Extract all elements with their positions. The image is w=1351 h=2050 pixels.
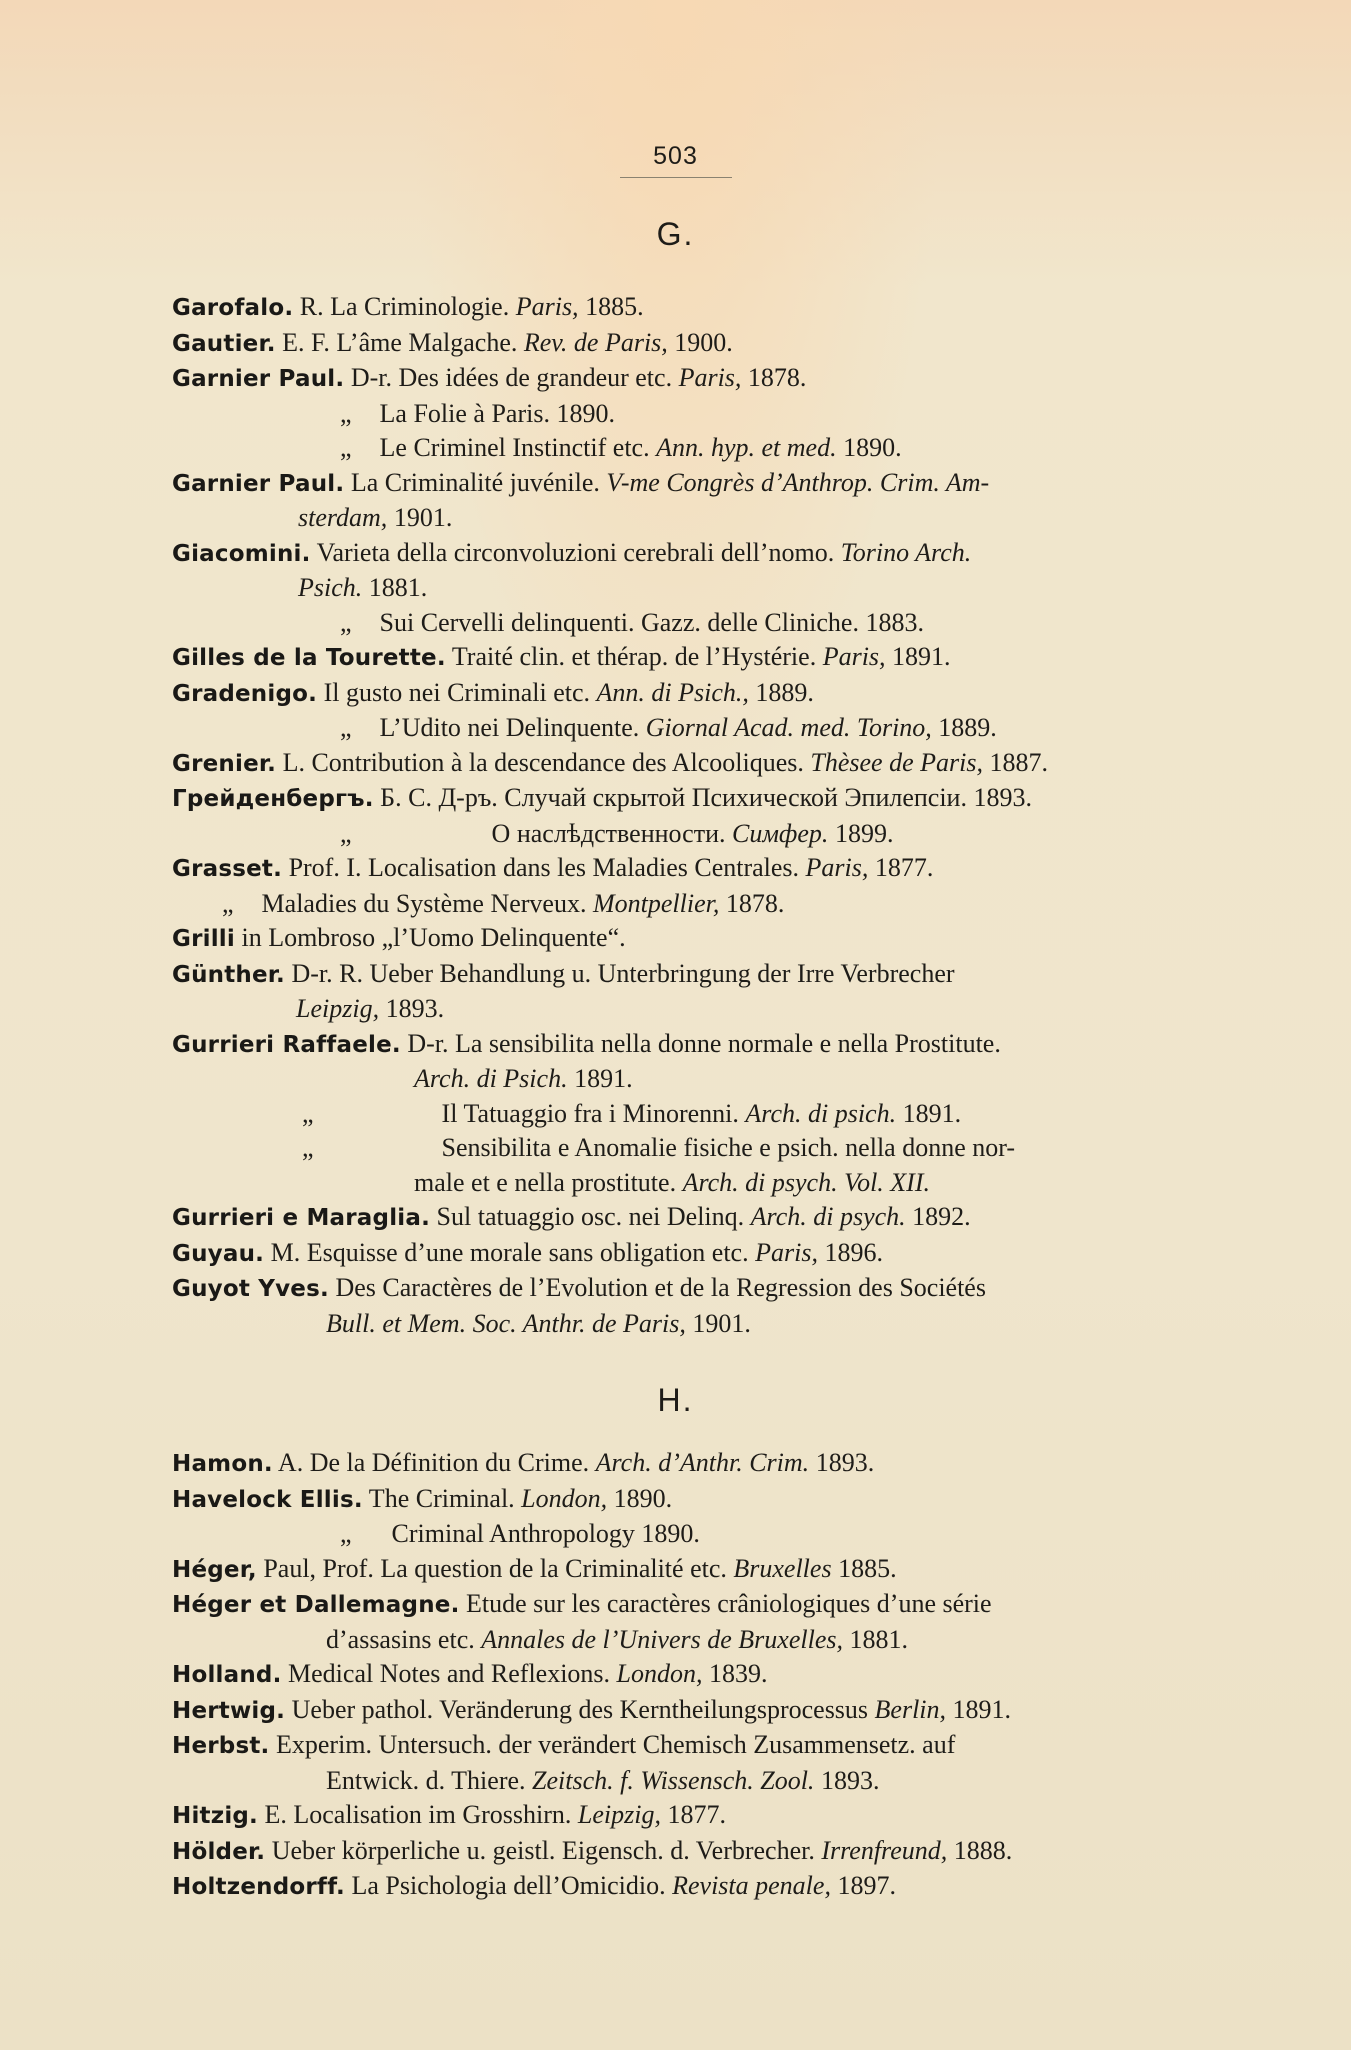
entry-year: 1889. <box>748 677 814 707</box>
entry-source: Arch. di psich. <box>745 1098 897 1128</box>
bibliography-entry <box>172 466 1177 536</box>
entry-source: Leipzig, <box>577 1800 661 1829</box>
bibliography-entry <box>172 1552 1177 1588</box>
entry-source: London, <box>616 1659 703 1688</box>
bibliography-entry <box>172 1693 1177 1729</box>
entry-year: 1839. <box>702 1659 768 1688</box>
bibliography-entry <box>172 1027 1177 1097</box>
ditto-mark: „ <box>340 433 352 462</box>
entry-author: Grenier. <box>172 750 277 777</box>
section-heading-h: H. <box>657 1382 694 1418</box>
entry-line <box>172 1728 1177 1764</box>
entry-line <box>172 1446 1177 1482</box>
entry-line <box>172 326 1177 362</box>
entry-year: 1877. <box>660 1800 726 1829</box>
entry-continuation <box>172 1764 1177 1799</box>
entry-year: 1890. <box>836 433 902 462</box>
entry-author: Grasset. <box>172 856 283 882</box>
entry-line <box>172 921 1177 957</box>
entry-source: sterdam, <box>298 503 388 532</box>
entry-author: Garnier Paul. <box>172 366 345 392</box>
entry-text: The Criminal. <box>362 1483 522 1513</box>
entry-author: Gautier. <box>172 330 276 357</box>
entry-line <box>172 1693 1177 1729</box>
entry-text: Varieta della circonvoluzioni cerebrali dell’nomo. <box>310 537 841 567</box>
entry-source: Arch. di psych. Vol. XII. <box>682 1167 930 1197</box>
entry-year: 1878. <box>741 363 807 392</box>
bibliography-entry <box>172 957 1177 1027</box>
entry-text: Ueber pathol. Veränderung des Kerntheilungsprocessus <box>285 1694 875 1724</box>
entry-year: 1891. <box>946 1694 1012 1724</box>
entry-line <box>172 1517 1177 1552</box>
entry-line <box>172 290 1177 326</box>
entry-year: 1890. <box>607 1483 673 1513</box>
bibliography-entry <box>172 1446 1177 1482</box>
entry-line <box>172 1131 1177 1166</box>
entry-author: Holland. <box>172 1662 282 1688</box>
entry-line <box>172 1482 1177 1518</box>
bibliography-entry <box>172 1200 1177 1236</box>
entry-text: Paul, Prof. La question de la Criminalité etc. <box>256 1553 734 1583</box>
entry-text: Criminal Anthropology 1890. <box>391 1519 700 1548</box>
entry-text: Experim. Untersuch. der verändert Chemisch Zusammensetz. auf <box>269 1730 956 1759</box>
entry-line <box>172 781 1177 817</box>
entry-source: Paris, <box>755 1237 818 1267</box>
entry-source: Paris, <box>822 642 886 671</box>
entry-line <box>172 431 1177 466</box>
entry-line <box>172 1834 1177 1870</box>
bibliography-entry <box>172 1131 1177 1200</box>
entry-source: Arch. di Psich. <box>414 1064 568 1093</box>
entry-text: Le Criminel Instinctif etc. <box>379 433 657 462</box>
bibliography-entry <box>172 536 1177 606</box>
entry-line <box>172 817 1177 852</box>
bibliography-entry <box>172 676 1177 712</box>
entry-text: Prof. I. Localisation dans les Maladies Centrales. <box>282 853 806 882</box>
entry-line <box>172 676 1177 712</box>
page-number-rule <box>620 177 732 178</box>
entry-author: Guyot Yves. <box>172 1276 329 1302</box>
entry-text: La Folie à Paris. 1890. <box>379 398 615 428</box>
entry-year: 1891. <box>885 642 951 671</box>
entry-text: Medical Notes and Reflexions. <box>281 1659 617 1688</box>
entry-line <box>172 1236 1177 1272</box>
entry-line <box>172 1587 1177 1623</box>
entry-year: 1877. <box>868 853 934 882</box>
entry-text: La Psichologia dell’Omicidio. <box>345 1871 673 1900</box>
entry-author: Giacomini. <box>172 540 311 567</box>
entry-text: D-r. R. Ueber Behandlung u. Unterbringung der Irre Verbrecher <box>285 958 955 988</box>
entry-source: Annales de l’Univers de Bruxelles, <box>481 1624 843 1654</box>
entry-text: A. De la Définition du Crime. <box>272 1448 596 1477</box>
bibliography-entry <box>172 1657 1177 1693</box>
entry-text: D-r. La sensibilita nella donne normale e nella Prostitute. <box>400 1028 1001 1058</box>
entry-author: Hertwig. <box>172 1697 286 1724</box>
entry-text: Sensibilita e Anomalie fisiche e psich. nella donne nor- <box>441 1133 1016 1162</box>
bibliography-entry <box>172 361 1177 397</box>
entry-year: 1892. <box>905 1202 971 1231</box>
entry-source: Psich. <box>298 573 363 602</box>
entry-author: Herbst. <box>172 1733 270 1759</box>
bibliography-entry <box>172 711 1177 746</box>
entry-source: Ann. di Psich., <box>596 677 749 707</box>
entry-author: Héger, <box>172 1556 257 1583</box>
entry-line <box>172 746 1177 782</box>
entry-line <box>172 1097 1177 1132</box>
entry-continuation <box>172 1062 1177 1097</box>
entry-line <box>172 466 1177 502</box>
entry-text: Traité clin. et thérap. de l’Hystérie. <box>445 642 823 671</box>
entry-line <box>172 1798 1177 1834</box>
entry-author: Garofalo. <box>172 295 294 321</box>
entry-year: 1901. <box>387 503 453 532</box>
entry-text: Etude sur les caractères crâniologiques d’une série <box>459 1589 992 1618</box>
entry-year: 1893. <box>814 1765 880 1795</box>
entry-source: Симфер. <box>732 818 829 848</box>
entry-text: Entwick. d. Thiere. <box>326 1765 533 1795</box>
entry-year: 1896. <box>817 1237 883 1267</box>
entry-text: male et e nella prostitute. <box>414 1167 683 1197</box>
entry-text: Il gusto nei Criminali etc. <box>317 677 597 707</box>
ditto-mark: „ <box>222 888 234 918</box>
bibliography-entry <box>172 397 1177 432</box>
entry-source: Zeitsch. f. Wissensch. Zool. <box>532 1765 815 1795</box>
entry-author: Gilles de la Tourette. <box>172 645 446 671</box>
entry-line <box>172 536 1177 572</box>
entry-year: 1881. <box>362 573 428 602</box>
entry-continuation <box>172 571 1177 606</box>
entry-text: in Lombroso „l’Uomo Delinquente“. <box>234 923 626 952</box>
entry-year: 1891. <box>567 1064 633 1093</box>
entry-year: 1893. <box>809 1448 875 1477</box>
entry-source: Giornal Acad. med. Torino, <box>645 713 932 742</box>
entry-line <box>172 640 1177 676</box>
entry-author: Hitzig. <box>172 1803 258 1829</box>
bibliography-entry <box>172 326 1177 362</box>
entry-source: Rev. de Paris, <box>523 327 668 357</box>
bibliography-entry <box>172 1517 1177 1552</box>
entry-line <box>172 1552 1177 1588</box>
bibliography-entry <box>172 1271 1177 1341</box>
entry-author: Gurrieri e Maraglia. <box>172 1205 431 1231</box>
entry-line <box>172 361 1177 397</box>
entry-text: D-r. Des idées de grandeur etc. <box>344 363 679 392</box>
bibliography-entry <box>172 290 1177 326</box>
entry-source: Paris, <box>678 363 742 392</box>
entry-text: Maladies du Système Nerveux. <box>261 888 593 918</box>
entry-text: R. La Criminologie. <box>293 292 516 321</box>
entry-author: Hamon. <box>172 1451 273 1477</box>
entry-continuation <box>172 501 1177 536</box>
entry-year: 1881. <box>842 1624 908 1654</box>
entry-text: L’Udito nei Delinquente. <box>379 713 646 742</box>
ditto-mark: „ <box>340 607 352 637</box>
entry-text: L. Contribution à la descendance des Alcooliques. <box>276 747 811 777</box>
entry-year: 1900. <box>667 327 733 357</box>
entry-year: 1891. <box>896 1098 962 1128</box>
entry-source: Leipzig, <box>296 994 380 1023</box>
entry-line <box>172 397 1177 432</box>
bibliography-entry <box>172 1097 1177 1132</box>
entries-h <box>172 1446 1177 1905</box>
entry-line <box>172 851 1177 887</box>
bibliography-entry <box>172 887 1177 922</box>
bibliography-entry <box>172 431 1177 466</box>
entry-text: Sul tatuaggio osc. nei Delinq. <box>430 1202 751 1231</box>
entry-line <box>172 1869 1177 1905</box>
entry-author: Holtzendorff. <box>172 1874 345 1900</box>
entry-year: 1885. <box>831 1553 897 1583</box>
entry-text: Il Tatuaggio fra i Minorenni. <box>441 1098 746 1128</box>
entry-source: Arch. di psych. <box>750 1202 906 1231</box>
entry-line <box>172 1200 1177 1236</box>
ditto-mark: „ <box>340 818 352 848</box>
page-number: 503 <box>653 142 698 170</box>
ditto-mark: „ <box>340 398 352 428</box>
entry-author: Héger et Dallemagne. <box>172 1592 460 1618</box>
bibliography-entry <box>172 606 1177 641</box>
entry-text: d’assasins etc. <box>326 1624 482 1654</box>
entry-year: 1888. <box>947 1835 1013 1865</box>
entry-line <box>172 606 1177 641</box>
entry-source: Torino Arch. <box>840 537 972 567</box>
entry-text: Ueber körperliche u. geistl. Eigensch. d. Verbrecher. <box>265 1835 822 1865</box>
entry-line <box>172 711 1177 746</box>
entry-year: 1901. <box>685 1308 751 1338</box>
entry-source: Paris, <box>515 292 579 321</box>
entry-line <box>172 957 1177 993</box>
entry-author: Guyau. <box>172 1240 265 1267</box>
entry-year: 1885. <box>578 292 644 321</box>
entry-source: Montpellier, <box>592 888 720 918</box>
entry-text: La Criminalité juvénile. <box>344 467 607 497</box>
entry-continuation <box>172 1166 1177 1201</box>
bibliography-entry <box>172 817 1177 852</box>
entry-year: 1893. <box>379 994 445 1023</box>
ditto-mark: „ <box>302 1133 314 1162</box>
entry-source: Berlin, <box>874 1694 947 1724</box>
entry-author: Грейденбергъ. <box>172 786 374 812</box>
entry-author: Hölder. <box>172 1838 266 1865</box>
section-heading-g: G. <box>656 216 695 252</box>
entry-continuation <box>172 1307 1177 1342</box>
entry-text: Des Caractères de l’Evolution et de la Regression des Sociétés <box>328 1273 986 1302</box>
entry-author: Gradenigo. <box>172 680 318 707</box>
entry-line <box>172 1271 1177 1307</box>
entry-year: 1889. <box>931 713 997 742</box>
entry-year: 1897. <box>830 1871 896 1900</box>
bibliography-entry <box>172 1587 1177 1657</box>
entry-source: Bruxelles <box>733 1553 832 1583</box>
entry-source: Revista penale, <box>672 1871 831 1900</box>
entry-text: Б. С. Д-ръ. Случай скрытой Психической Эпилепсіи. 1893. <box>373 783 1032 812</box>
entry-author: Garnier Paul. <box>172 470 345 497</box>
entry-source: Paris, <box>805 853 869 882</box>
bibliography-entry <box>172 1834 1177 1870</box>
bibliography-entry <box>172 1798 1177 1834</box>
bibliography-entry <box>172 851 1177 887</box>
ditto-mark: „ <box>340 713 352 742</box>
bibliography-entry <box>172 1869 1177 1905</box>
entry-year: 1899. <box>828 818 894 848</box>
entry-continuation <box>172 1623 1177 1658</box>
bibliography-entry <box>172 1236 1177 1272</box>
entry-text: M. Esquisse d’une morale sans obligation etc. <box>264 1237 756 1267</box>
entry-text: E. F. L’âme Malgache. <box>275 327 524 357</box>
entry-year: 1878. <box>719 888 785 918</box>
entries-g <box>172 290 1177 1341</box>
ditto-mark: „ <box>340 1519 352 1548</box>
entry-line <box>172 1027 1177 1063</box>
entry-source: V-me Congrès d’Anthrop. Crim. Am- <box>606 467 990 497</box>
entry-author: Havelock Ellis. <box>172 1486 363 1513</box>
bibliography-entry <box>172 781 1177 817</box>
entry-author: Grilli <box>172 926 235 952</box>
entry-source: Bull. et Mem. Soc. Anthr. de Paris, <box>326 1308 686 1338</box>
bibliography-entry <box>172 1728 1177 1798</box>
entry-text: Sui Cervelli delinquenti. Gazz. delle Cliniche. 1883. <box>379 607 924 637</box>
entry-source: Thèsee de Paris, <box>810 747 983 777</box>
entry-source: Arch. d’Anthr. Crim. <box>595 1448 810 1477</box>
ditto-mark: „ <box>302 1098 314 1128</box>
bibliography-entry <box>172 921 1177 957</box>
entry-source: London, <box>521 1483 608 1513</box>
entry-line <box>172 1657 1177 1693</box>
entry-author: Gurrieri Raffaele. <box>172 1031 401 1058</box>
entry-year: 1887. <box>982 747 1048 777</box>
entry-author: Günther. <box>172 961 285 988</box>
entry-source: Irrenfreund, <box>821 1835 948 1865</box>
entry-text: E. Localisation im Grosshirn. <box>258 1800 578 1829</box>
entry-continuation <box>172 992 1177 1027</box>
entry-line <box>172 887 1177 922</box>
bibliography-entry <box>172 1482 1177 1518</box>
bibliography-entry <box>172 640 1177 676</box>
bibliography-entry <box>172 746 1177 782</box>
entry-source: Ann. hyp. et med. <box>656 433 837 462</box>
entry-text: О наслѣдственности. <box>491 818 732 848</box>
